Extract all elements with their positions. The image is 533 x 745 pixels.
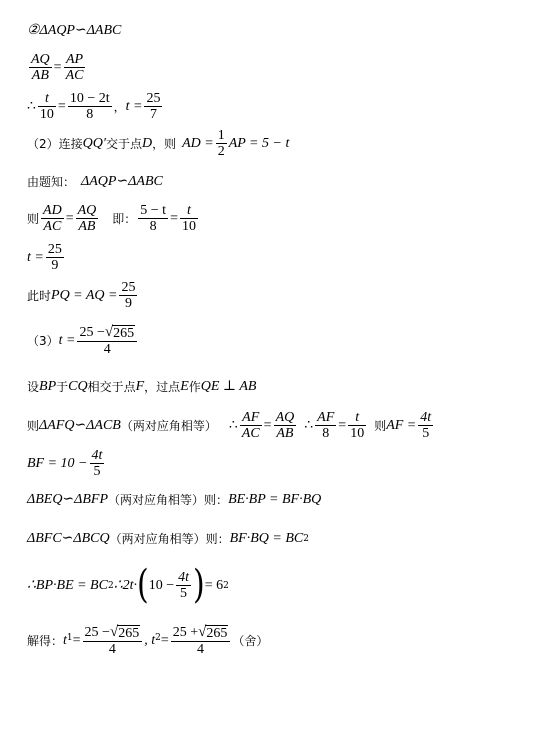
fraction-t2-value: 25 + √ 265 4 (171, 625, 231, 657)
right-paren: ) (193, 562, 205, 608)
fraction-t-10: $\frac{t}{10}$ (39, 91, 54, 122)
fraction-aq-ab-2: $\frac{AQ}{AB}$ (77, 203, 97, 234)
line-12: BF = 10 − $\frac{4t}{5}$ (27, 448, 103, 479)
line-9: （3） t = 25 − √ 265 4 (27, 325, 139, 357)
line-14: ΔBFC∽ΔBCQ （两对应角相等）则： BF·BQ = BC 2 (27, 531, 309, 546)
fraction-t1-value: 25 − √ 265 4 (83, 625, 143, 657)
line-2: $\frac{AQ}{AB}$ = $\frac{AP}{AC}$ (31, 52, 84, 83)
line-16: 解得： t 1 = 25 − √ 265 4 , t 2 = 25 + √ 265 4 （舍） (27, 624, 269, 657)
line-13: ΔBEQ∽ΔBFP （两对应角相等）则： BE·BP = BF·BQ (27, 492, 322, 507)
fraction-aq-ab-3: $\frac{AQ}{AB}$ (275, 410, 295, 441)
fraction-ap-ac: $\frac{AP}{AC}$ (65, 52, 84, 83)
line-6: 则 $\frac{AD}{AC}$ = $\frac{AQ}{AB}$ 即： $\frac{5 - t}{8}$ = $\frac{t}{10}$ (27, 203, 196, 234)
fraction-ad-ac: $\frac{AD}{AC}$ (43, 203, 62, 234)
fraction-25-9-2: $\frac{25}{9}$ (121, 280, 136, 311)
fraction-4t-5-2: $\frac{4t}{5}$ (91, 448, 103, 479)
fraction-af-ac: $\frac{AF}{AC}$ (241, 410, 260, 441)
fraction-10-2t-8: $\frac{10 - 2t}{8}$ (69, 91, 110, 122)
fraction-25-9: $\frac{25}{9}$ (47, 242, 62, 273)
line-3: ∴ $\frac{t}{10}$ = $\frac{10 - 2t}{8}$ ， t = $\frac{25}{7}$ (27, 91, 161, 122)
line-10: 设 BP 于 CQ 相交于点 F ，过点 E 作 QE ⊥ AB (27, 379, 257, 394)
line-5: 由题知： ΔAQP∽ΔABC (27, 174, 163, 189)
line-8: 此时 PQ = AQ = $\frac{25}{9}$ (27, 280, 136, 311)
similarity-statement: ②ΔAQP∽ΔABC (27, 23, 122, 38)
fraction-5-t-8: $\frac{5 - t}{8}$ (140, 203, 167, 234)
left-paren: ( (136, 562, 149, 608)
line-7: t = $\frac{25}{9}$ (27, 242, 62, 273)
fraction-4t-5: $\frac{4t}{5}$ (420, 410, 432, 441)
line-15: ∴BP·BE = BC 2 ∴2t· ( 10 − $\frac{4t}{5}$ ) = 6 2 (27, 562, 229, 608)
fraction-t-10-3: $\frac{t}{10}$ (350, 410, 365, 441)
line-1 (27, 24, 121, 38)
fraction-t-10-2: $\frac{t}{10}$ (181, 203, 196, 234)
fraction-25-minus-sqrt265-4: 25 − √ 265 4 (77, 325, 137, 357)
line-4: （2）连接 QQ′ 交于点 D ，则 AD = $\frac{1}{2}$ AP = 5 − t (27, 128, 290, 159)
fraction-1-2: $\frac{1}{2}$ (217, 128, 225, 159)
fraction-af-8: $\frac{AF}{8}$ (317, 410, 335, 441)
line-11: 则 ΔAFQ∽ΔACB （两对应角相等） ∴ $\frac{AF}{AC}$ = $\frac{AQ}{AB}$ ∴ $\frac{AF}{8}$ = $\frac{t}{10}$ 则 AF = $\frac{4t}{5}$ (27, 410, 432, 441)
fraction-25-7: $\frac{25}{7}$ (146, 91, 161, 122)
fraction-aq-ab: $\frac{AQ}{AB}$ (31, 52, 50, 83)
fraction-4t-5-3: $\frac{4t}{5}$ (178, 570, 189, 601)
